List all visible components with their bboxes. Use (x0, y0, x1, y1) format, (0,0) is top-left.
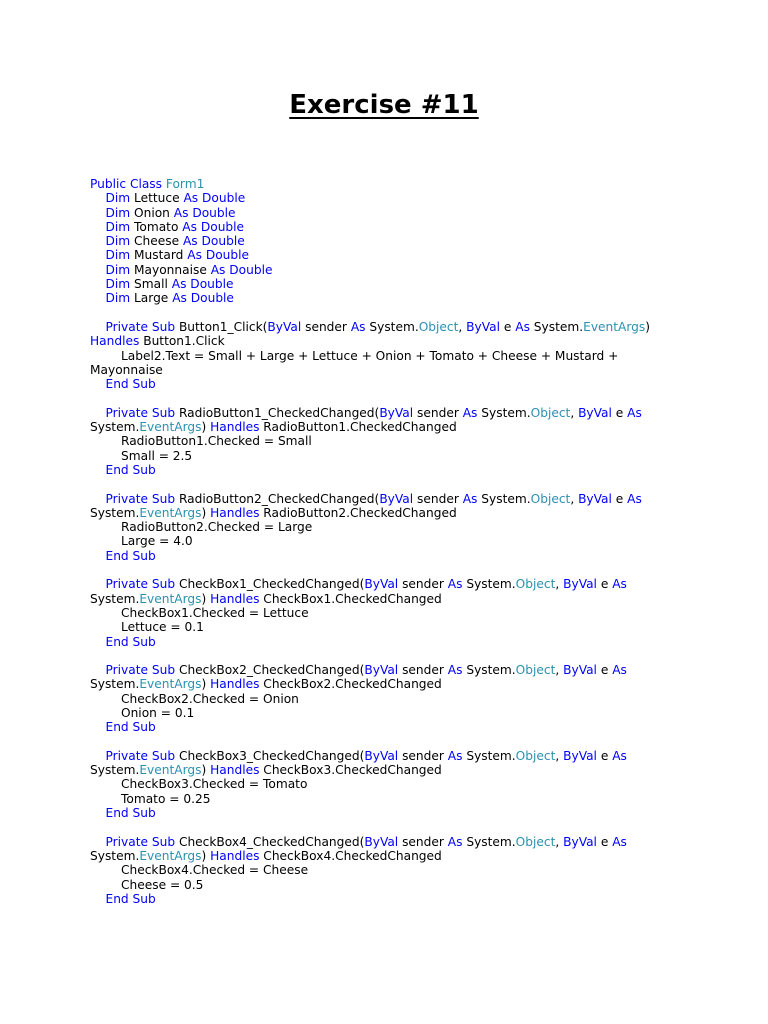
code-text: RadioButton1_CheckedChanged( (178, 405, 380, 420)
code-keyword: As (627, 491, 642, 506)
code-keyword: As (515, 319, 530, 334)
code-keyword: As (627, 405, 642, 420)
code-type: Object (515, 577, 556, 592)
code-keyword: Dim (90, 191, 135, 206)
document-title: Exercise #11 (289, 90, 479, 120)
code-type: EventArgs (139, 420, 202, 435)
code-line (90, 534, 680, 548)
code-line (90, 635, 680, 649)
code-text: ) (201, 505, 211, 520)
code-keyword: Private Sub (90, 748, 179, 763)
blank-line (90, 391, 680, 405)
code-keyword: Handles (90, 334, 140, 349)
code-text: , (570, 405, 579, 420)
code-type: Object (515, 834, 556, 849)
code-text: Cheese (134, 234, 183, 249)
code-keyword: Private Sub (90, 319, 179, 334)
code-line (90, 492, 680, 506)
code-text: Large (134, 291, 173, 306)
code-line (90, 549, 680, 563)
code-text: System. (365, 319, 419, 334)
code-keyword: As (612, 834, 627, 849)
code-type: Form1 (165, 177, 205, 191)
code-keyword: As (462, 405, 478, 420)
code-keyword: As (462, 491, 478, 506)
code-keyword: ByVal (364, 577, 399, 592)
code-text: e (596, 834, 613, 849)
code-keyword: ByVal (578, 405, 612, 420)
code-keyword: ByVal (379, 491, 414, 506)
code-keyword: End Sub (90, 891, 156, 906)
code-text: e (611, 405, 628, 420)
code-text: System. (477, 491, 531, 506)
code-line (90, 763, 680, 777)
code-text: Cheese = 0.5 (90, 877, 204, 892)
code-keyword: ByVal (563, 577, 597, 592)
code-text: ) (201, 763, 211, 778)
code-keyword: End Sub (90, 806, 156, 821)
code-text: CheckBox2.CheckedChanged (259, 677, 442, 692)
code-text: ) (201, 591, 211, 606)
code-type: Object (418, 319, 459, 334)
code-line (90, 620, 680, 634)
code-keyword: End Sub (90, 548, 156, 563)
code-type: Object (530, 405, 571, 420)
code-line (90, 577, 680, 591)
code-type: Object (515, 748, 556, 763)
code-line (90, 835, 680, 849)
code-text: System. (90, 505, 140, 520)
code-text: CheckBox3_CheckedChanged( (178, 748, 365, 763)
code-text: e (499, 319, 516, 334)
code-type: EventArgs (139, 505, 202, 520)
code-keyword: End Sub (90, 377, 156, 392)
code-line (90, 606, 680, 620)
code-text: System. (462, 663, 516, 678)
code-text: Mayonnaise (90, 362, 163, 377)
code-keyword: Private Sub (90, 663, 179, 678)
code-text: Button1_Click( (178, 319, 268, 334)
code-keyword: Handles (210, 763, 260, 778)
code-keyword: Private Sub (90, 405, 179, 420)
code-text: System. (462, 748, 516, 763)
code-text: System. (477, 405, 531, 420)
code-line (90, 191, 680, 205)
code-keyword: As Double (210, 262, 273, 277)
code-line (90, 334, 680, 348)
code-type: EventArgs (139, 848, 202, 863)
code-keyword: As Double (171, 277, 234, 292)
code-keyword: Handles (210, 505, 260, 520)
code-text: , (555, 748, 564, 763)
code-keyword: Dim (90, 234, 135, 249)
blank-line (90, 563, 680, 577)
code-keyword: As (447, 577, 463, 592)
code-type: Object (530, 491, 571, 506)
code-keyword: As (612, 663, 627, 678)
code-line (90, 777, 680, 791)
blank-line (90, 735, 680, 749)
code-text: Small = 2.5 (90, 448, 193, 463)
code-line (90, 720, 680, 734)
code-text: CheckBox1.CheckedChanged (259, 591, 442, 606)
code-text: sender (413, 491, 463, 506)
code-text: sender (398, 748, 448, 763)
code-text: RadioButton1.CheckedChanged (259, 420, 457, 435)
code-line (90, 363, 680, 377)
code-keyword: Dim (90, 219, 135, 234)
code-keyword: As Double (172, 291, 234, 306)
code-text: sender (413, 405, 463, 420)
code-line (90, 377, 680, 391)
code-keyword: End Sub (90, 720, 156, 735)
code-text: System. (90, 677, 140, 692)
code-text: Label2.Text = Small + Large + Lettuce + Onion + Tomato + Cheese + Mustard + (90, 348, 619, 363)
code-keyword: Public Class (90, 177, 166, 191)
code-keyword: As Double (182, 219, 245, 234)
code-type: EventArgs (139, 591, 202, 606)
code-keyword: Dim (90, 205, 135, 220)
code-text: Large = 4.0 (90, 534, 193, 549)
code-line (90, 592, 680, 606)
code-text: System. (90, 763, 140, 778)
code-text: System. (462, 577, 516, 592)
code-text: sender (398, 663, 448, 678)
code-listing (90, 177, 680, 906)
code-text: , (570, 491, 579, 506)
code-text: Lettuce = 0.1 (90, 620, 204, 635)
code-keyword: ByVal (364, 834, 399, 849)
code-keyword: ByVal (578, 491, 612, 506)
blank-line (90, 306, 680, 320)
code-line (90, 220, 680, 234)
code-keyword: Private Sub (90, 834, 179, 849)
code-text: Onion = 0.1 (90, 705, 195, 720)
code-text: e (611, 491, 628, 506)
code-keyword: ByVal (563, 748, 597, 763)
code-line (90, 177, 680, 191)
code-line (90, 520, 680, 534)
code-text: CheckBox4.Checked = Cheese (90, 863, 309, 878)
code-text: Tomato = 0.25 (90, 791, 211, 806)
code-text: ) (645, 319, 651, 334)
code-keyword: As Double (173, 205, 236, 220)
blank-line (90, 477, 680, 491)
code-line (90, 506, 680, 520)
code-text: ) (201, 420, 211, 435)
code-text: System. (90, 848, 140, 863)
code-text: CheckBox2.Checked = Onion (90, 691, 299, 706)
code-line (90, 420, 680, 434)
code-text: CheckBox3.CheckedChanged (259, 763, 442, 778)
code-type: Object (515, 663, 556, 678)
code-text: Small (134, 277, 172, 292)
code-text: e (596, 577, 613, 592)
code-keyword: ByVal (563, 834, 597, 849)
code-keyword: Private Sub (90, 491, 179, 506)
code-line (90, 234, 680, 248)
code-text: Button1.Click (139, 334, 225, 349)
code-keyword: ByVal (563, 663, 597, 678)
code-line (90, 863, 680, 877)
code-line (90, 749, 680, 763)
code-type: EventArgs (139, 763, 202, 778)
code-line (90, 349, 680, 363)
code-keyword: ByVal (267, 319, 302, 334)
code-keyword: ByVal (364, 663, 399, 678)
code-line (90, 291, 680, 305)
code-keyword: As Double (183, 191, 246, 206)
code-keyword: ByVal (364, 748, 399, 763)
code-text: RadioButton2.CheckedChanged (259, 505, 457, 520)
code-line (90, 806, 680, 820)
code-keyword: As (612, 577, 627, 592)
code-text: System. (462, 834, 516, 849)
code-keyword: Dim (90, 262, 135, 277)
code-text: , (555, 663, 564, 678)
code-text: CheckBox4.CheckedChanged (259, 848, 442, 863)
blank-line (90, 649, 680, 663)
code-line (90, 406, 680, 420)
code-type: EventArgs (139, 677, 202, 692)
code-keyword: Private Sub (90, 577, 179, 592)
code-keyword: ByVal (466, 319, 500, 334)
code-line (90, 277, 680, 291)
code-line (90, 263, 680, 277)
code-keyword: As (447, 748, 463, 763)
code-keyword: Handles (210, 591, 260, 606)
code-text: , (555, 834, 564, 849)
code-keyword: As (447, 663, 463, 678)
code-text: System. (90, 420, 140, 435)
code-text: Mayonnaise (134, 262, 211, 277)
code-type: EventArgs (583, 319, 646, 334)
code-text: CheckBox1.Checked = Lettuce (90, 605, 309, 620)
code-keyword: Handles (210, 677, 260, 692)
code-text: Onion (134, 205, 174, 220)
code-text: RadioButton2.Checked = Large (90, 520, 313, 535)
code-keyword: As Double (187, 248, 250, 263)
code-line (90, 463, 680, 477)
code-keyword: Dim (90, 291, 135, 306)
code-line (90, 692, 680, 706)
code-text: ) (201, 848, 211, 863)
code-line (90, 206, 680, 220)
code-text: System. (90, 591, 140, 606)
code-text: CheckBox4_CheckedChanged( (178, 834, 365, 849)
code-line (90, 248, 680, 262)
code-keyword: As (447, 834, 463, 849)
code-line (90, 892, 680, 906)
code-keyword: ByVal (379, 405, 414, 420)
code-line (90, 449, 680, 463)
code-keyword: Handles (210, 420, 260, 435)
code-text: CheckBox1_CheckedChanged( (178, 577, 365, 592)
code-text: Mustard (134, 248, 188, 263)
code-text: , (458, 319, 467, 334)
code-line (90, 849, 680, 863)
code-text: sender (398, 577, 448, 592)
code-text: sender (398, 834, 448, 849)
code-keyword: As Double (182, 234, 245, 249)
code-line (90, 878, 680, 892)
code-keyword: As (612, 748, 627, 763)
code-keyword: Dim (90, 277, 135, 292)
code-keyword: End Sub (90, 462, 156, 477)
code-text: RadioButton1.Checked = Small (90, 434, 312, 449)
code-line (90, 434, 680, 448)
code-text: sender (301, 319, 351, 334)
code-text: CheckBox2_CheckedChanged( (178, 663, 365, 678)
code-keyword: As (350, 319, 366, 334)
code-keyword: End Sub (90, 634, 156, 649)
code-line (90, 677, 680, 691)
code-text: e (596, 663, 613, 678)
code-line (90, 320, 680, 334)
code-line (90, 663, 680, 677)
code-line (90, 706, 680, 720)
code-text: Tomato (134, 219, 183, 234)
code-text: Lettuce (134, 191, 184, 206)
code-text: System. (529, 319, 584, 334)
code-text: RadioButton2_CheckedChanged( (178, 491, 380, 506)
code-keyword: Dim (90, 248, 135, 263)
code-text: , (555, 577, 564, 592)
code-line (90, 792, 680, 806)
code-text: e (596, 748, 613, 763)
code-text: CheckBox3.Checked = Tomato (90, 777, 308, 792)
blank-line (90, 820, 680, 834)
code-keyword: Handles (210, 848, 260, 863)
code-text: ) (201, 677, 211, 692)
